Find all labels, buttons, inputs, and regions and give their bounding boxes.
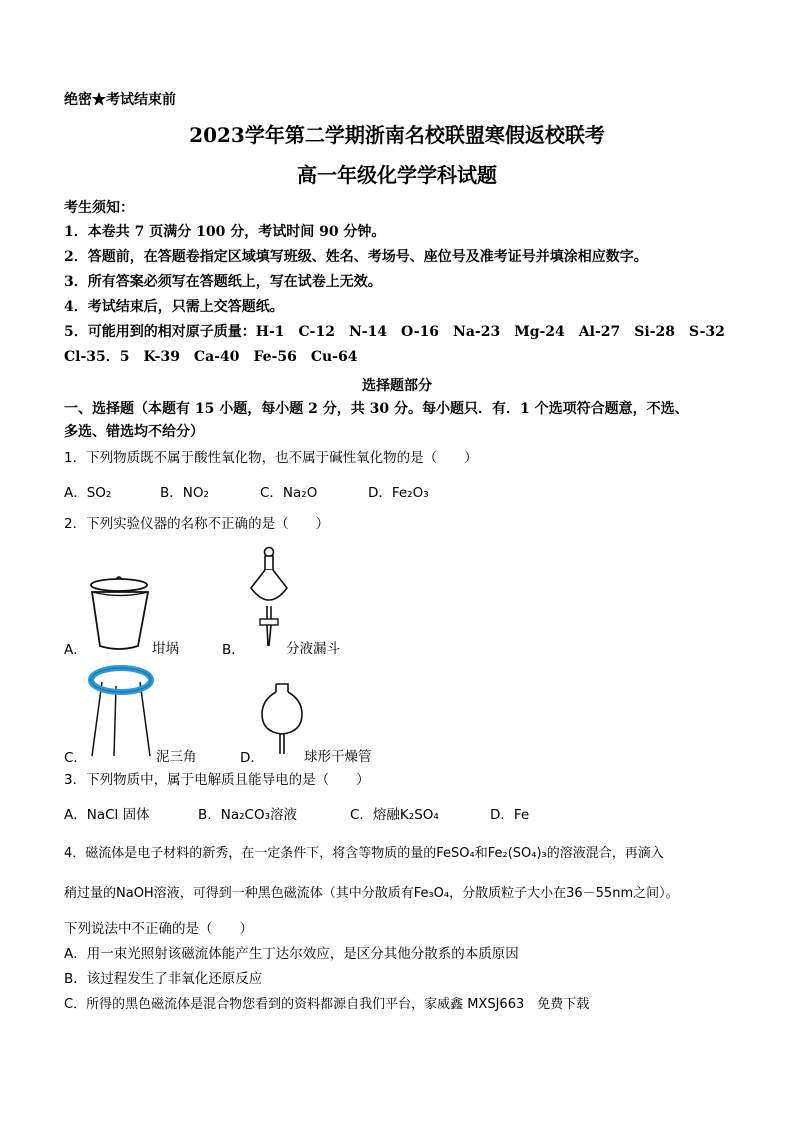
question-2-stem: 2．下列实验仪器的名称不正确的是（ ）: [64, 516, 330, 532]
question-3-stem: 3．下列物质中，属于电解质且能导电的是（ ）: [64, 772, 370, 788]
q2-letter-d: D．: [240, 750, 264, 766]
q3-option-d: D．Fe: [490, 807, 530, 823]
notice-item: 1．本卷共 7 页满分 100 分，考试时间 90 分钟。: [64, 224, 386, 240]
q2-letter-c: C．: [64, 750, 87, 766]
notice-item: 4．考试结束后，只需上交答题纸。: [64, 299, 284, 315]
section-intro: 多选、错选均不给分）: [64, 424, 204, 440]
q2-name-d: 球形干燥管: [304, 749, 372, 765]
q3-option-c: C．熔融K₂SO₄: [350, 807, 439, 823]
notice-item: Cl-35．5 K-39 Ca-40 Fe-56 Cu-64: [64, 349, 358, 365]
drying-tube-figure: [260, 682, 304, 756]
q2-letter-b: B．: [222, 642, 245, 658]
q2-name-b: 分液漏斗: [286, 641, 340, 657]
q2-letter-a: A．: [64, 642, 87, 658]
separatory-funnel-figure: [247, 546, 291, 648]
q4-option-a: A．用一束光照射该磁流体能产生丁达尔效应，是区分其他分散系的本质原因: [64, 946, 519, 962]
question-4-stem: 4．磁流体是电子材料的新秀，在一定条件下，将含等物质的量的FeSO₄和Fe₂(SO₄)₃的溶液混合，再滴入: [64, 846, 664, 861]
q4-option-c: C．所得的黑色磁流体是混合物您看到的资料都源自我们平台，家威鑫 MXSJ663 免费下载: [64, 997, 590, 1012]
q2-name-c: 泥三角: [156, 749, 197, 765]
q3-option-b: B．Na₂CO₃溶液: [198, 807, 298, 823]
notice-heading: 考生须知：: [64, 200, 134, 216]
question-1-stem: 1．下列物质既不属于酸性氧化物，也不属于碱性氧化物的是（ ）: [64, 450, 478, 466]
q1-option-c: C．Na₂O: [260, 485, 318, 501]
question-4-stem: 稍过量的NaOH溶液，可得到一种黑色磁流体（其中分散质有Fe₃O₄，分散质粒子大小在36－55nm之间）。: [64, 886, 679, 901]
notice-item: 2．答题前，在答题卷指定区域填写班级、姓名、考场号、座位号及准考证号并填涂相应数字。: [64, 249, 648, 265]
q1-option-b: B．NO₂: [160, 485, 209, 501]
crucible-figure: [86, 572, 152, 652]
section-title: 选择题部分: [362, 378, 432, 394]
notice-item: 5．可能用到的相对原子质量：H-1 C-12 N-14 O-16 Na-23 Mg-24 Al-27 Si-28 S-32: [64, 324, 725, 340]
q2-name-a: 坩埚: [152, 641, 179, 657]
exam-title: 2023学年第二学期浙南名校联盟寒假返校联考: [189, 123, 605, 147]
q1-option-a: A．SO₂: [64, 485, 112, 501]
q1-option-d: D．Fe₂O₃: [368, 485, 429, 501]
question-4-prompt: 下列说法中不正确的是（ ）: [64, 921, 253, 937]
q3-option-a: A．NaCl 固体: [64, 807, 150, 823]
notice-item: 3．所有答案必须写在答题纸上，写在试卷上无效。: [64, 274, 382, 290]
secret-label: 绝密★考试结束前: [64, 92, 176, 108]
pipe-clay-triangle-figure: [86, 664, 156, 760]
q4-option-b: B．该过程发生了非氧化还原反应: [64, 971, 263, 987]
section-intro: 一、选择题（本题有 15 小题，每小题 2 分，共 30 分。每小题只．有．1 个选项符合题意，不选、: [64, 401, 689, 417]
exam-subtitle: 高一年级化学学科试题: [297, 163, 497, 187]
